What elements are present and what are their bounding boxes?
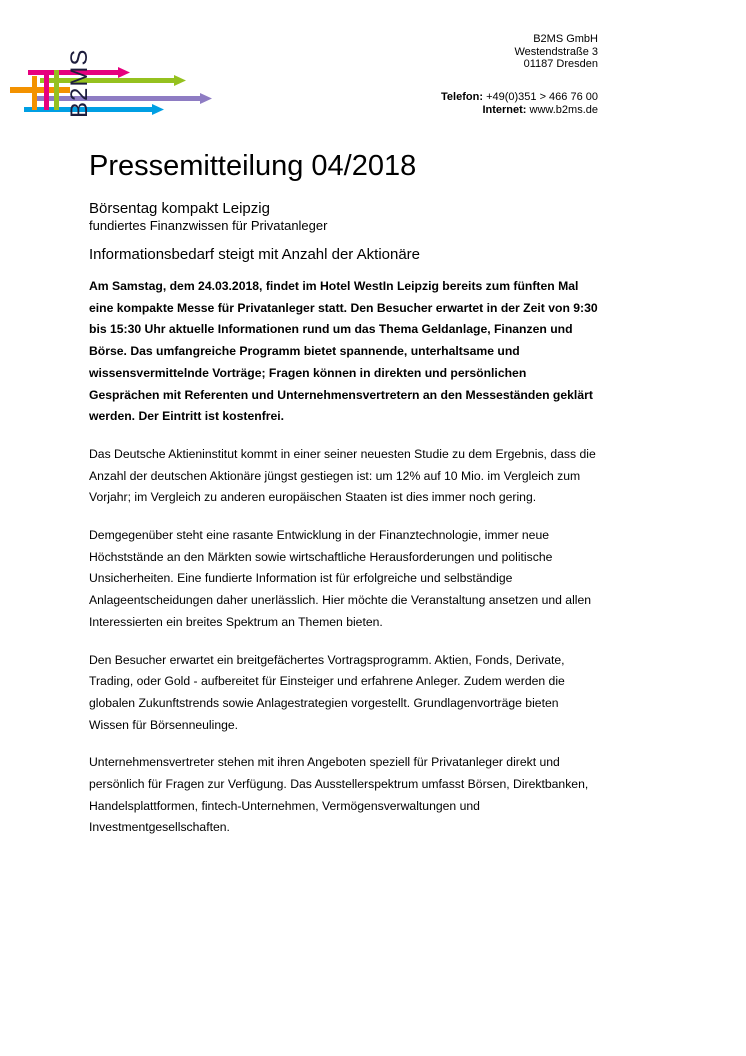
logo-text: B2MS [66, 48, 93, 118]
phone-label: Telefon: [441, 91, 483, 103]
lead-paragraph: Am Samstag, dem 24.03.2018, findet im Hotel WestIn Leipzig bereits zum fünften Mal eine kompakte Messe für Privatanleger statt. Den Besucher erwartet in der Zeit von 9:30 bis 15:30 Uhr aktuelle Informationen rund um das Thema Geldanlage, Finanzen und Börse. Das umfangreiche Programm bietet spannende, unterhaltsame und wissensvermittelnde Vorträge; Fragen können in direkten und persönlichen Gesprächen mit Referenten und Unternehmensvertretern an den Messeständen geklärt werden. Der Eintritt ist kostenfrei. [89, 279, 598, 424]
event-name: Börsentag kompakt Leipzig [89, 200, 270, 217]
sender-company: B2MS GmbH [533, 33, 598, 45]
phone-number: +49(0)351 > 466 76 00 [486, 91, 598, 103]
page-title: Pressemitteilung 04/2018 [89, 150, 417, 182]
web-address[interactable]: www.b2ms.de [529, 103, 598, 116]
body-paragraph: Das Deutsche Aktieninstitut kommt in einer seiner neuesten Studie zu dem Ergebnis, dass die Anzahl der deutschen Aktionäre jüngst gestiegen ist: um 12% auf 10 Mio. im Vergleich zum Vorjahr; im Vergleich zu anderen europäischen Staaten ist dies immer noch gering. [89, 446, 596, 505]
press-release-body [89, 148, 599, 839]
article-headline: Informationsbedarf steigt mit Anzahl der Aktionäre [89, 246, 421, 263]
body-paragraph: Unternehmensvertreter stehen mit ihren Angeboten speziell für Privatanleger direkt und persönlich für Fragen zur Verfügung. Das Ausstellerspektrum umfasst Börsen, Direktbanken, Handelsplattformen, fintech-Unternehmen, Vermögensverwaltungen und Investmentgesellschaften. [89, 755, 589, 835]
sender-address [514, 33, 598, 71]
body-paragraph: Den Besucher erwartet ein breitgefächertes Vortragsprogramm. Aktien, Fonds, Derivate, Trading, oder Gold - aufbereitet für Einsteiger und erfahrene Anleger. Zudem werden die globalen Zukunftstrends sowie Anlagestrategien vorgestellt. Grundlagenvorträge bieten Wissen für Börsenneulinge. [89, 652, 565, 732]
sender-city: 01187 Dresden [523, 58, 598, 70]
web-line [441, 104, 598, 117]
sender-street: Westendstraße 3 [514, 45, 598, 58]
event-tagline: fundiertes Finanzwissen für Privatanleger [89, 218, 328, 233]
sender-contact [441, 91, 598, 116]
b2ms-logo [10, 40, 215, 120]
body-paragraph: Demgegenüber steht eine rasante Entwicklung in der Finanztechnologie, immer neue Höchststände an den Märkten sowie wirtschaftliche Herausforderungen und politische Unsicherheiten. Eine fundierte Information ist für erfolgreiche und selbständige Anlageentscheidungen daher unerlässlich. Hier möchte die Veranstaltung ansetzen und allen Interessierten ein breites Spektrum an Themen bieten. [89, 528, 592, 629]
web-label: Internet: [482, 103, 527, 116]
phone-line [441, 91, 598, 104]
